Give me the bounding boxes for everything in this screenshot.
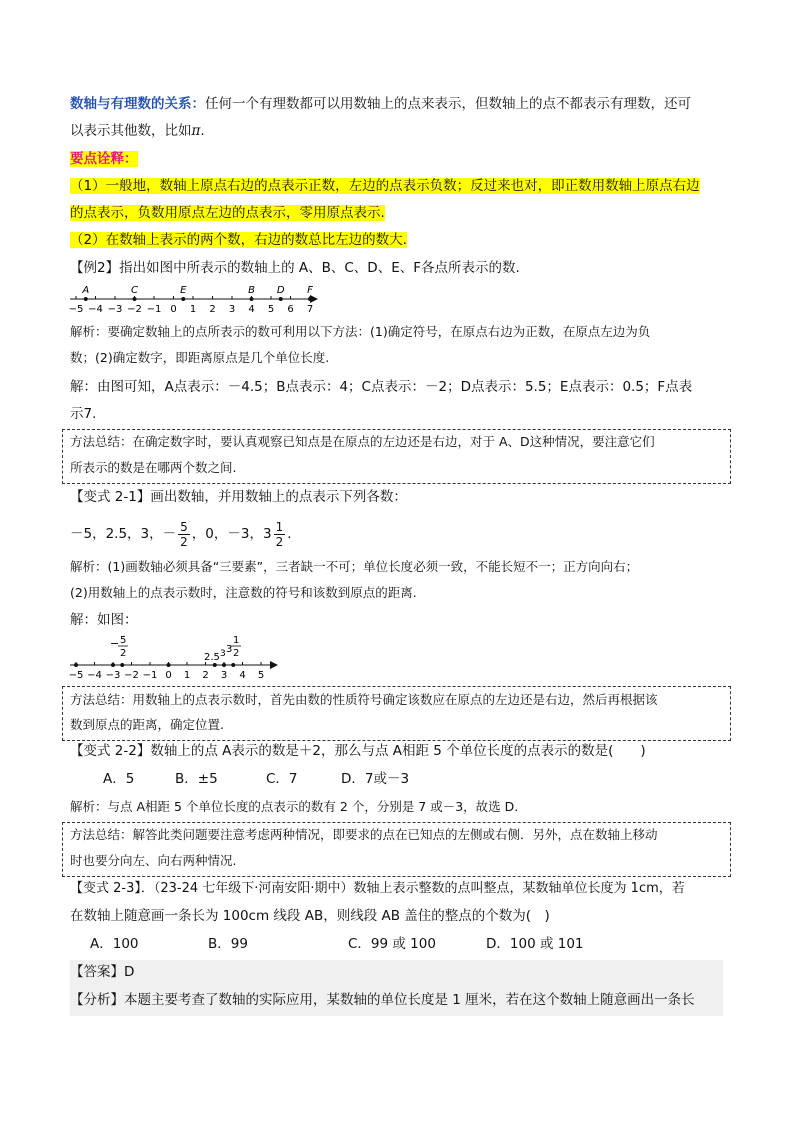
axis1-tick-label: 1 — [189, 304, 197, 315]
answer-label: 【答案】 — [70, 964, 124, 980]
example2-analysis-1: 解析：要确定数轴上的点所表示的数可利用以下方法：(1)确定符号，在原点右边为正数，在原点左边为负 — [70, 324, 651, 339]
number-line-example2 — [62, 280, 322, 320]
axis1-tick-label: 4 — [248, 304, 255, 315]
axis2-tick-label: −2 — [124, 670, 139, 681]
axis2-arrow — [270, 661, 278, 669]
intro-title: 数轴与有理数的关系 — [70, 96, 192, 112]
key-points-title-line — [70, 149, 138, 169]
axis1-tick-label: 2 — [209, 304, 216, 315]
axis2-point — [74, 663, 78, 667]
key-point-1-text-2: 的点表示，负数用原点左边的点表示，零用原点表示. — [70, 205, 385, 221]
key-points-title: 要点诠释： — [70, 151, 138, 167]
variant21-label: 【变式 2-1】 — [70, 489, 151, 505]
variant23-answer-line — [70, 962, 134, 982]
variant22-label: 【变式 2-2】 — [70, 743, 151, 759]
variant21-numbers-c: . — [287, 526, 292, 542]
key-point-1-text-1: （1）一般地，数轴上原点右边的点表示正数，左边的点表示负数；反过来也对，即正数用数轴上原点右边 — [70, 178, 700, 194]
axis2-tick-label: 0 — [165, 670, 172, 681]
variant23-question-line-1 — [70, 879, 685, 899]
example2-label: 【例2】 — [70, 260, 120, 276]
neg-frac-num: 5 — [120, 635, 127, 646]
axis2-tick-label: −5 — [68, 670, 84, 681]
axis1-point-label: F — [307, 285, 313, 296]
neg-frac-sign: − — [110, 637, 120, 650]
variant22-method-line-1 — [70, 825, 658, 845]
intro-line-1 — [70, 94, 691, 114]
axis1-tick-label: 7 — [306, 304, 314, 315]
mixed-whole: 3 — [226, 644, 233, 655]
variant23-label: 【变式 2-3】 — [70, 881, 141, 896]
axis1-point-label: B — [248, 285, 255, 296]
axis1-point — [133, 297, 137, 301]
variant21-analysis-2: (2)用数轴上的点表示数时，注意数的符号和该数到原点的距离. — [70, 585, 417, 600]
variant23-option-b: B．99 — [208, 936, 248, 952]
answer-value: D — [124, 964, 135, 980]
fraction-five-halves — [178, 520, 190, 549]
pi-symbol: π — [191, 123, 201, 139]
axis1-point — [250, 297, 254, 301]
variant23-option-a: A．100 — [90, 936, 139, 952]
variant21-method-1: 方法总结：用数轴上的点表示数时，首先由数的性质符号确定该数应在原点的左边还是右边，然后再根据该 — [70, 692, 658, 707]
axis2-point — [111, 663, 115, 667]
mixed-den: 2 — [233, 648, 240, 659]
axis2-tick-label: 3 — [220, 670, 228, 681]
axis2-point — [231, 663, 235, 667]
example2-question-line — [70, 258, 520, 278]
variant22-question: 数轴上的点 A表示的数是＋2，那么与点 A相距 5 个单位长度的点表示的数是( ) — [150, 743, 646, 759]
variant23-question-2: 在数轴上随意画一条长为 100cm 线段 AB，则线段 AB 盖住的整点的个数为( ) — [70, 908, 550, 924]
variant23-option-d: D．100 或 101 — [486, 936, 584, 952]
axis1-point-label: E — [180, 285, 187, 296]
axis1-tick-label: 0 — [170, 304, 177, 315]
variant22-method-line-2 — [70, 851, 236, 871]
variant22-option-c: C．7 — [266, 771, 298, 787]
example2-method-line-1 — [70, 432, 655, 452]
label-3: 3 — [220, 649, 226, 659]
example2-answer-line-1 — [70, 377, 692, 397]
axis1-tick-label: −2 — [127, 304, 142, 315]
axis2-tick-label: −3 — [105, 670, 121, 681]
axis2-point — [213, 663, 217, 667]
axis2-point — [222, 663, 226, 667]
variant21-question-line — [70, 487, 407, 507]
axis1-tick-label: −3 — [107, 304, 123, 315]
intro-colon: ： — [191, 96, 205, 112]
example2-method-2: 所表示的数是在哪两个数之间. — [70, 460, 237, 475]
variant23-option-c: C．99 或 100 — [348, 936, 436, 952]
variant22-option-d: D．7或－3 — [341, 771, 410, 787]
variant21-analysis-line-1 — [70, 557, 638, 577]
variant21-answer-line — [70, 610, 138, 630]
axis1-point — [279, 297, 283, 301]
axis1-point-label: A — [82, 285, 90, 296]
key-point-2-text: （2）在数轴上表示的两个数，右边的数总比左边的数大. — [70, 232, 407, 248]
variant23-question-line-2 — [70, 906, 550, 926]
example2-method-1: 方法总结：在确定数字时，要认真观察已知点是在原点的左边还是右边，对于 A、D这种情况，要注意它们 — [70, 434, 655, 449]
axis1-tick-label: 3 — [228, 304, 236, 315]
variant21-numbers-line — [70, 517, 292, 551]
variant21-numbers-a: －5，2.5，3，－ — [70, 526, 177, 542]
variant22-method-2: 时也要分向左、向右两种情况. — [70, 853, 237, 868]
key-point-2-line — [70, 230, 407, 250]
axis1-point — [181, 297, 185, 301]
axis1-point-label: D — [276, 285, 285, 296]
axis1-tick-label: 6 — [287, 304, 294, 315]
mixed-num: 1 — [233, 635, 240, 646]
variant22-analysis-line — [70, 797, 518, 817]
axis2-tick-label: 2 — [202, 670, 209, 681]
fraction-one-half — [274, 520, 286, 549]
variant22-method-1: 方法总结：解答此类问题要注意考虑两种情况，即要求的点在已知点的左侧或右侧．另外，点在数轴上移动 — [70, 827, 658, 842]
axis2-tick-label: 4 — [239, 670, 246, 681]
variant21-question: 画出数轴，并用数轴上的点表示下列各数： — [150, 489, 407, 505]
intro-text-1: 任何一个有理数都可以用数轴上的点来表示，但数轴上的点不都表示有理数，还可 — [205, 96, 691, 112]
example2-answer-line-2 — [70, 404, 96, 424]
example2-analysis-2: 数；(2)确定数字，即距离原点是几个单位长度. — [70, 350, 330, 365]
axis1-tick-label: −5 — [68, 304, 84, 315]
intro-text-2b: . — [200, 123, 205, 139]
axis1-point — [308, 297, 312, 301]
axis2-tick-label: −1 — [142, 670, 158, 681]
variant21-numbers-b: ，0，－3，3 — [191, 526, 272, 542]
fraction-denominator: 2 — [180, 534, 188, 549]
neg-frac-den: 2 — [120, 648, 127, 659]
variant22-question-line — [70, 741, 646, 761]
example2-analysis-line-2 — [70, 348, 329, 368]
axis2-point — [167, 663, 171, 667]
example2-question: 指出如图中所表示的数轴上的 A、B、C、D、E、F各点所表示的数. — [119, 260, 520, 276]
key-point-1-line-2 — [70, 203, 385, 223]
variant21-answer: 解：如图： — [70, 612, 138, 628]
fraction-numerator: 5 — [180, 519, 188, 534]
axis1-point-label: C — [131, 285, 138, 296]
intro-line-2 — [70, 121, 205, 141]
fraction-denominator: 2 — [275, 534, 284, 549]
variant22-option-b: B．±5 — [175, 771, 218, 787]
variant21-analysis-1: 解析：(1)画数轴必须具备“三要素”，三者缺一不可；单位长度必须一致，不能长短不一；正方向向右； — [70, 559, 639, 574]
example2-analysis-line-1 — [70, 322, 650, 342]
axis1-tick-label: −4 — [88, 304, 103, 315]
variant21-method-2: 数到原点的距离，确定位置. — [70, 717, 224, 732]
axis2-tick-label: −4 — [87, 670, 102, 681]
variant23-analysis-line — [70, 990, 695, 1010]
analysis-text: 本题主要考查了数轴的实际应用，某数轴的单位长度是 1 厘米，若在这个数轴上随意画出一条长 — [124, 992, 695, 1008]
label-2-5: 2.5 — [204, 652, 220, 663]
axis2-tick-label: 5 — [257, 670, 265, 681]
variant21-analysis-line-2 — [70, 583, 417, 603]
variant21-method-line-2 — [70, 715, 224, 735]
axis2-point — [120, 663, 124, 667]
analysis-label: 【分析】 — [70, 992, 124, 1008]
key-point-1-line-1 — [70, 176, 700, 196]
axis1-point — [84, 297, 88, 301]
variant21-method-line-1 — [70, 690, 658, 710]
axis1-tick-label: 5 — [267, 304, 275, 315]
variant22-option-a: A．5 — [103, 771, 135, 787]
axis1-tick-label: −1 — [146, 304, 162, 315]
intro-text-2a: 以表示其他数，比如 — [70, 123, 192, 139]
variant23-question-1: ．（23-24 七年级下·河南安阳·期中）数轴上表示整数的点叫整点，某数轴单位长度为 1cm，若 — [140, 881, 685, 896]
example2-method-line-2 — [70, 458, 236, 478]
number-line-variant21 — [62, 632, 292, 684]
axis2-tick-label: 1 — [183, 670, 191, 681]
variant22-analysis: 解析：与点 A相距 5 个单位长度的点表示的数有 2 个，分别是 7 或－3，故选 D. — [70, 799, 519, 814]
example2-answer-2: 示7. — [70, 406, 97, 422]
example2-answer-1: 解：由图可知，A点表示：－4.5；B点表示：4；C点表示：－2；D点表示：5.5；E点表示：0.5；F点表 — [70, 379, 693, 395]
fraction-numerator: 1 — [275, 519, 284, 534]
